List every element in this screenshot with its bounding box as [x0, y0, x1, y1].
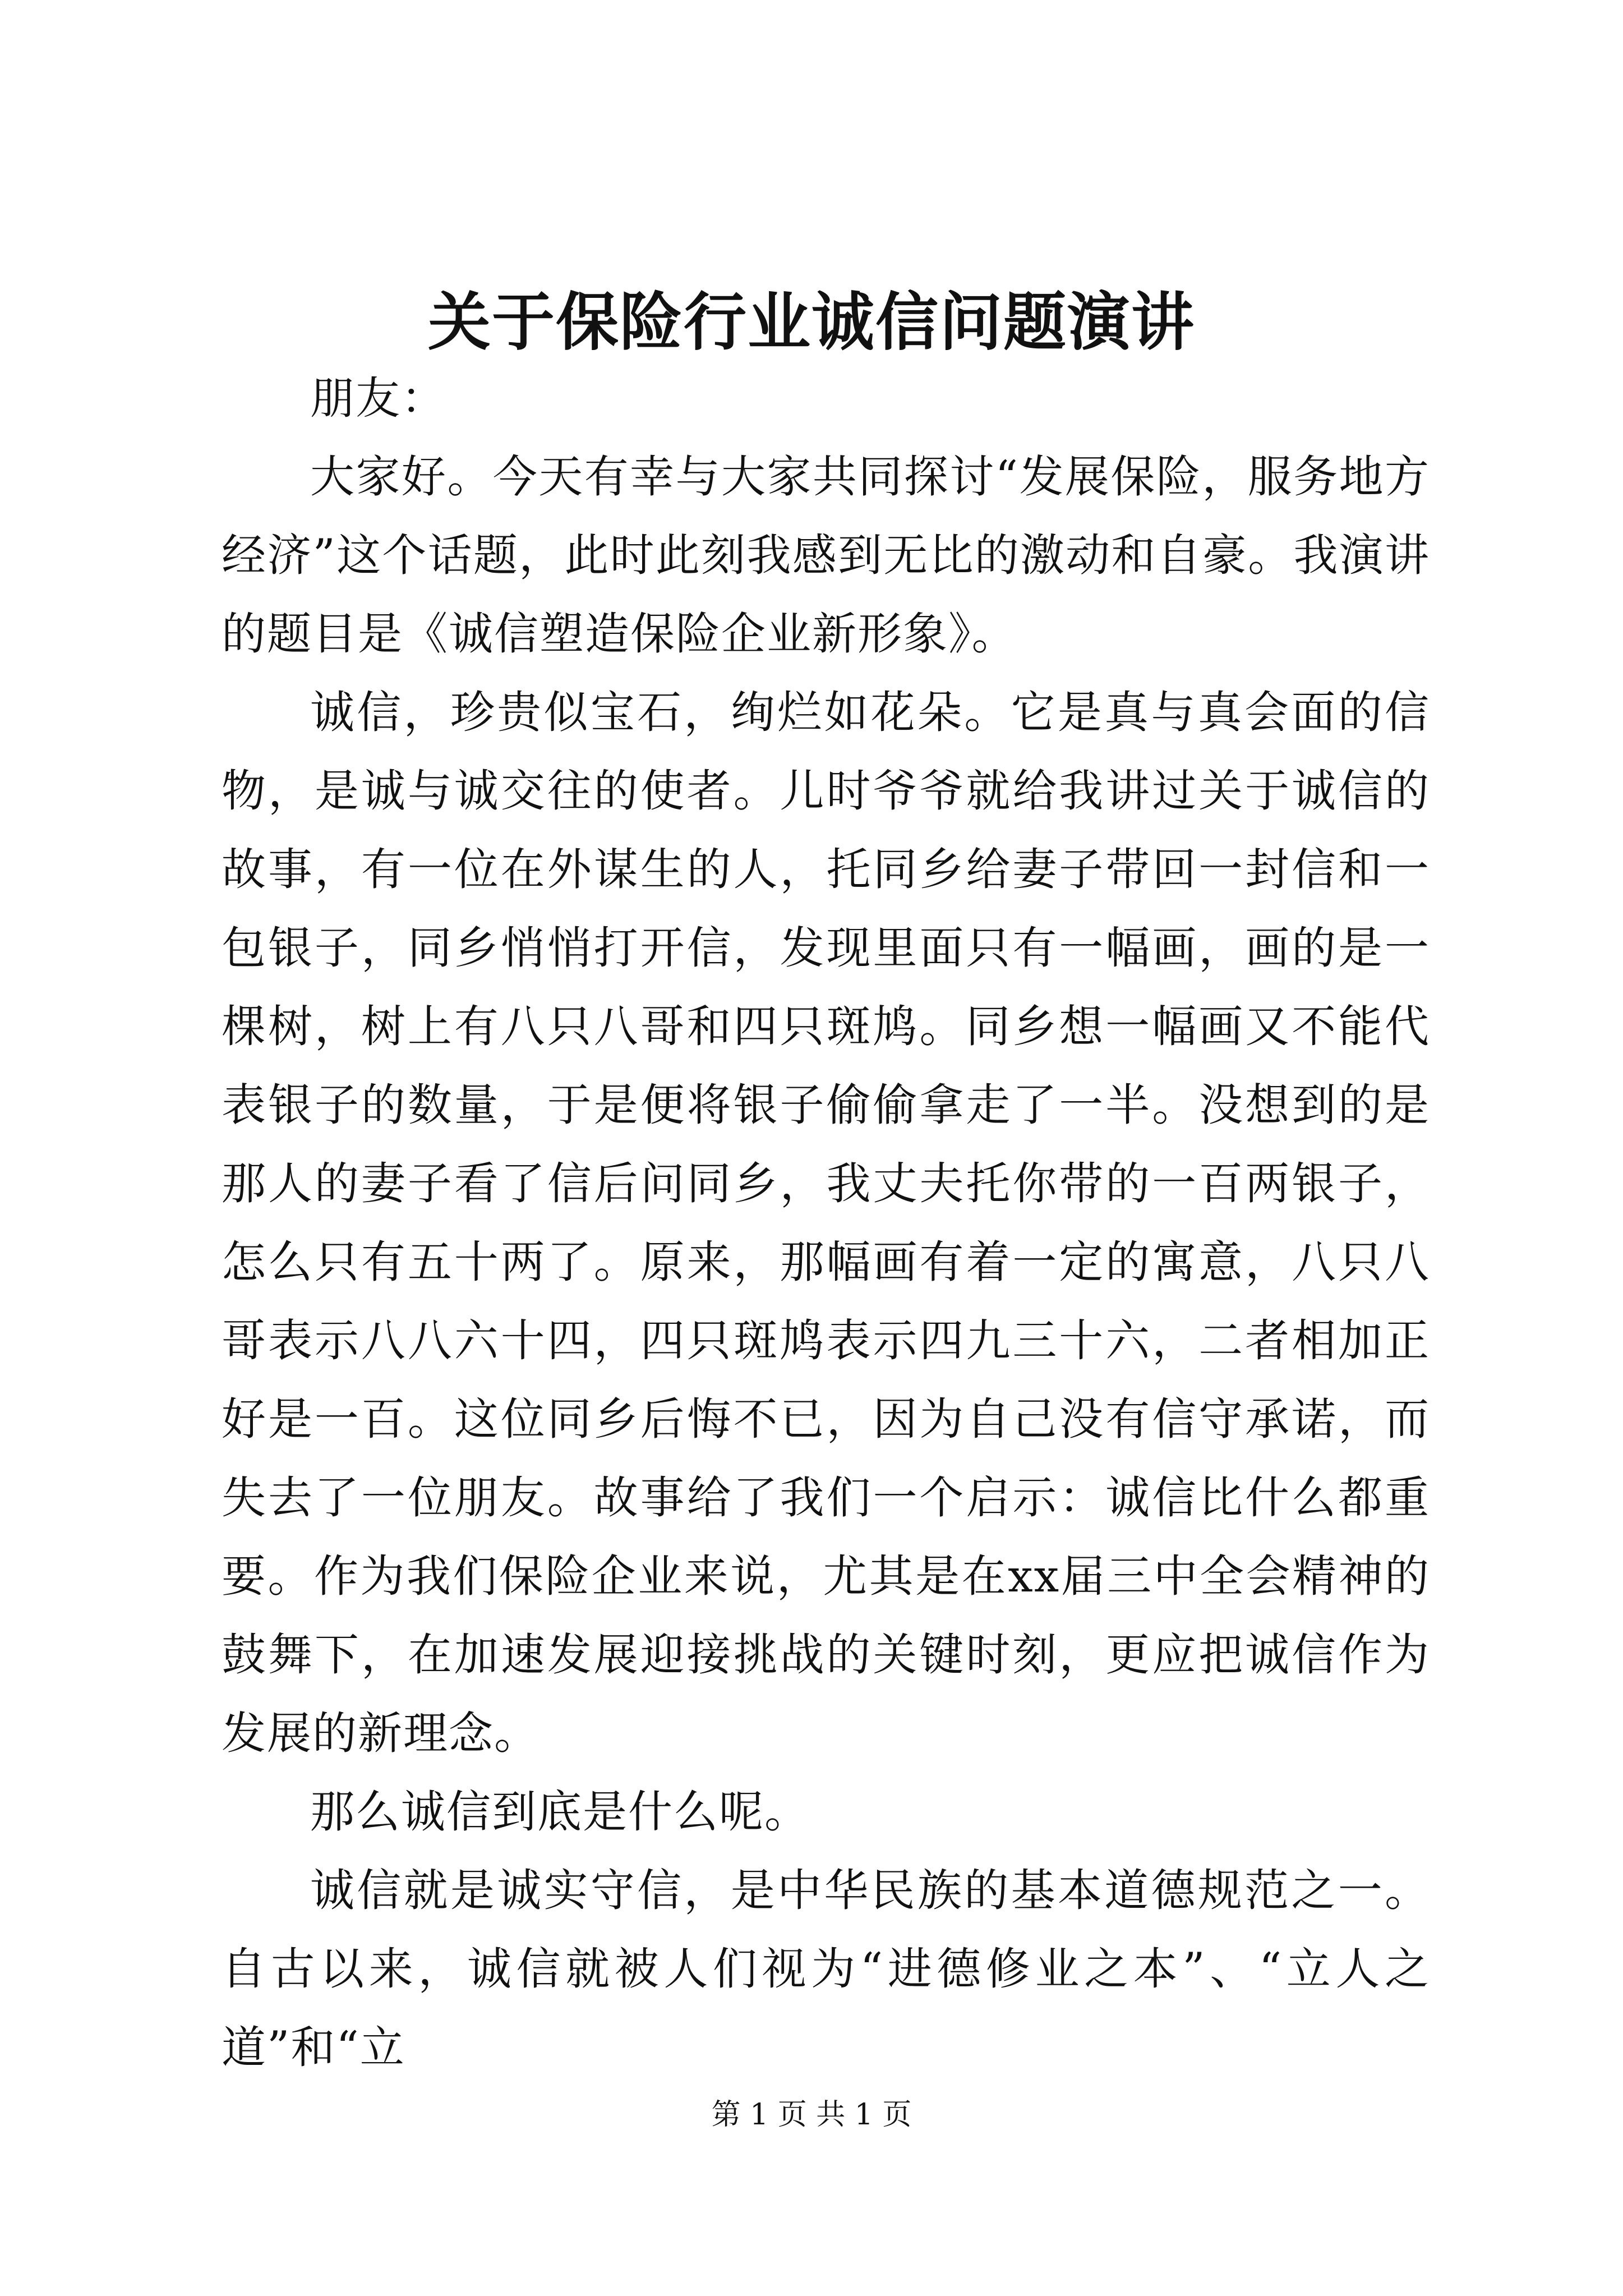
paragraph-definition: 诚信就是诚实守信，是中华民族的基本道德规范之一。自古以来，诚信就被人们视为“进德修业之本”、“立人之道”和“立: [222, 1865, 1430, 2073]
page-number-footer: 第 1 页 共 1 页: [711, 2098, 912, 2132]
paragraph-question: 那么诚信到底是什么呢。: [310, 1786, 810, 1838]
paragraph-greeting: 朋友：: [310, 372, 446, 424]
document-body: [222, 359, 1430, 2087]
paragraph-story: 诚信，珍贵似宝石，绚烂如花朵。它是真与真会面的信物，是诚与诚交往的使者。儿时爷爷就给我讲过关于诚信的故事，有一位在外谋生的人，托同乡给妻子带回一封信和一包银子，同乡悄悄打开信，发现里面只有一幅画，画的是一棵树，树上有八只八哥和四只斑鸠。同乡想一幅画又不能代表银子的数量，于是便将银子偷偷拿走了一半。没想到的是那人的妻子看了信后问同乡，我丈夫托你带的一百两银子，怎么只有五十两了。原来，那幅画有着一定的寓意，八只八哥表示八八六十四，四只斑鸠表示四九三十六，二者相加正好是一百。这位同乡后悔不已，因为自己没有信守承诺，而失去了一位朋友。故事给了我们一个启示：诚信比什么都重要。作为我们保险企业来说，尤其是在xx届三中全会精神的鼓舞下，在加速发展迎接挑战的关键时刻，更应把诚信作为发展的新理念。: [222, 687, 1430, 1759]
document-title: 关于保险行业诚信问题演讲: [428, 286, 1195, 359]
paragraph-intro: 大家好。今天有幸与大家共同探讨“发展保险，服务地方经济”这个话题，此时此刻我感到无比的激动和自豪。我演讲的题目是《诚信塑造保险企业新形象》。: [222, 451, 1430, 660]
